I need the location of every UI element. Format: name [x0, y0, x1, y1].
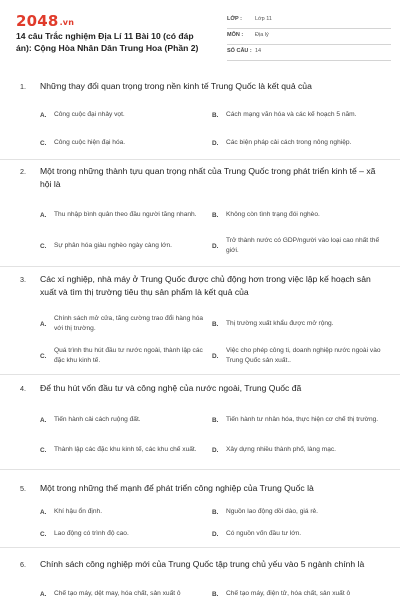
- option-letter: C.: [40, 446, 47, 454]
- meta-value: Địa lý: [255, 32, 269, 38]
- meta-table: [227, 13, 391, 61]
- question-2: [0, 160, 400, 267]
- question-text: Một trong những thành tựu quan trọng nhất của Trung Quốc trong phát triển kinh tế – xã hội là: [40, 166, 376, 189]
- meta-value: 14: [255, 48, 262, 54]
- option-text: Trở thành nước có GDP/người vào loại cao nhất thế giới.: [226, 236, 380, 254]
- option-c[interactable]: [40, 233, 205, 259]
- option-letter: A.: [40, 320, 47, 328]
- option-letter: B.: [212, 508, 219, 516]
- option-letter: A.: [40, 590, 47, 598]
- question-6: [0, 548, 400, 600]
- question-4: [0, 375, 400, 470]
- option-text: Quá trình thu hút đầu tư nước ngoài, thành lập các đặc khu kinh tế.: [54, 346, 203, 364]
- option-c[interactable]: [40, 132, 200, 154]
- meta-label: MÔN :: [227, 32, 244, 38]
- option-letter: C.: [40, 530, 47, 538]
- option-letter: C.: [40, 242, 47, 250]
- option-letter: B.: [212, 320, 219, 328]
- question-text: Để thu hút vốn đầu tư và công nghệ của nước ngoài, Trung Quốc đã: [40, 383, 302, 393]
- option-text: Xây dựng nhiều thành phố, làng mạc.: [226, 445, 336, 453]
- option-text: Chế tạo máy, dệt may, hóa chất, sản xuất ô: [54, 589, 181, 597]
- question-number: 1.: [20, 82, 26, 91]
- meta-row-subject: [227, 29, 391, 45]
- option-text: Thành lập các đặc khu kinh tế, các khu chế xuất.: [54, 445, 197, 453]
- option-letter: B.: [212, 111, 219, 119]
- option-c[interactable]: [40, 343, 210, 369]
- option-a[interactable]: [40, 407, 205, 433]
- option-text: Công cuộc đại nhảy vọt.: [54, 110, 125, 118]
- option-letter: A.: [40, 416, 47, 424]
- question-number: 4.: [20, 384, 26, 393]
- option-letter: A.: [40, 111, 47, 119]
- question-number: 2.: [20, 167, 26, 176]
- option-d[interactable]: [212, 437, 382, 463]
- option-b[interactable]: [212, 104, 382, 126]
- option-letter: B.: [212, 590, 219, 598]
- option-b[interactable]: [212, 407, 382, 433]
- option-c[interactable]: [40, 526, 205, 542]
- question-number: 5.: [20, 484, 26, 493]
- option-text: Sự phân hóa giàu nghèo ngày càng lớn.: [54, 241, 172, 249]
- question-text: Những thay đổi quan trọng trong nền kinh tế Trung Quốc là kết quả của: [40, 81, 312, 91]
- meta-value: Lớp 11: [255, 16, 272, 22]
- site-logo[interactable]: [16, 12, 74, 30]
- option-text: Công cuộc hiện đại hóa.: [54, 138, 126, 146]
- option-a[interactable]: [40, 311, 210, 337]
- option-letter: D.: [212, 139, 219, 147]
- question-text: Một trong những thế mạnh để phát triển công nghiệp của Trung Quốc là: [40, 483, 314, 493]
- option-d[interactable]: [212, 132, 387, 154]
- option-text: Lao động có trình độ cao.: [54, 529, 129, 537]
- option-letter: A.: [40, 508, 47, 516]
- meta-row-count: [227, 45, 391, 61]
- logo-text: 2048: [16, 12, 59, 30]
- meta-label: SỐ CÂU :: [227, 48, 252, 54]
- option-a[interactable]: [40, 504, 205, 520]
- option-d[interactable]: [212, 343, 387, 369]
- meta-row-class: [227, 13, 391, 29]
- meta-label: LỚP :: [227, 16, 242, 22]
- option-a[interactable]: [40, 202, 205, 228]
- option-letter: D.: [212, 530, 219, 538]
- logo-suffix: .vn: [59, 18, 75, 27]
- option-letter: A.: [40, 211, 47, 219]
- option-letter: D.: [212, 352, 219, 360]
- option-letter: C.: [40, 352, 47, 360]
- option-text: Tiến hành tư nhân hóa, thực hiện cơ chế thị trường.: [226, 415, 379, 423]
- option-b[interactable]: [212, 311, 382, 337]
- document-title: 14 câu Trắc nghiệm Địa Lí 11 Bài 10 (có đáp án): Cộng Hòa Nhân Dân Trung Hoa (Phần 2): [16, 31, 199, 53]
- option-text: Không còn tình trạng đói nghèo.: [226, 210, 320, 218]
- option-text: Thị trường xuất khẩu được mở rộng.: [226, 319, 334, 327]
- option-text: Thu nhập bình quân theo đầu người tăng nhanh.: [54, 210, 197, 218]
- option-text: Việc cho phép công ti, doanh nghiệp nước ngoài vào Trung Quốc sản xuất..: [226, 346, 381, 364]
- option-d[interactable]: [212, 526, 382, 542]
- option-b[interactable]: [212, 588, 390, 600]
- option-text: Tiến hành cải cách ruộng đất.: [54, 415, 141, 423]
- option-letter: D.: [212, 446, 219, 454]
- question-3: [0, 267, 400, 375]
- option-b[interactable]: [212, 202, 382, 228]
- option-a[interactable]: [40, 104, 200, 126]
- option-text: Có nguồn vốn đầu tư lớn.: [226, 529, 302, 537]
- question-number: 6.: [20, 560, 26, 569]
- option-a[interactable]: [40, 588, 210, 600]
- option-c[interactable]: [40, 437, 200, 463]
- option-text: Nguồn lao động dồi dào, giá rẻ.: [226, 507, 319, 515]
- question-1: [0, 76, 400, 160]
- question-text: Các xí nghiệp, nhà máy ở Trung Quốc được chủ động hơn trong việc lập kế hoạch sản xuất và tìm thị trường tiêu thụ sản phẩm là kết quả của: [40, 274, 371, 297]
- question-text: Chính sách công nghiệp mới của Trung Quốc tập trung chủ yếu vào 5 ngành chính là: [40, 559, 365, 569]
- option-text: Các biện pháp cải cách trong nông nghiệp.: [226, 138, 352, 146]
- question-5: [0, 470, 400, 548]
- option-text: Khí hậu ổn định.: [54, 507, 103, 515]
- option-letter: C.: [40, 139, 47, 147]
- option-d[interactable]: [212, 233, 382, 259]
- option-text: Chế tạo máy, điện tử, hóa chất, sản xuất ô: [226, 589, 351, 597]
- option-text: Chính sách mở cửa, tăng cường trao đổi hàng hóa với thị trường.: [54, 314, 204, 332]
- question-number: 3.: [20, 275, 26, 284]
- document-header: [0, 0, 400, 68]
- option-b[interactable]: [212, 504, 382, 520]
- option-letter: D.: [212, 242, 219, 250]
- option-text: Cách mạng văn hóa và các kế hoạch 5 năm.: [226, 110, 357, 118]
- option-letter: B.: [212, 416, 219, 424]
- option-letter: B.: [212, 211, 219, 219]
